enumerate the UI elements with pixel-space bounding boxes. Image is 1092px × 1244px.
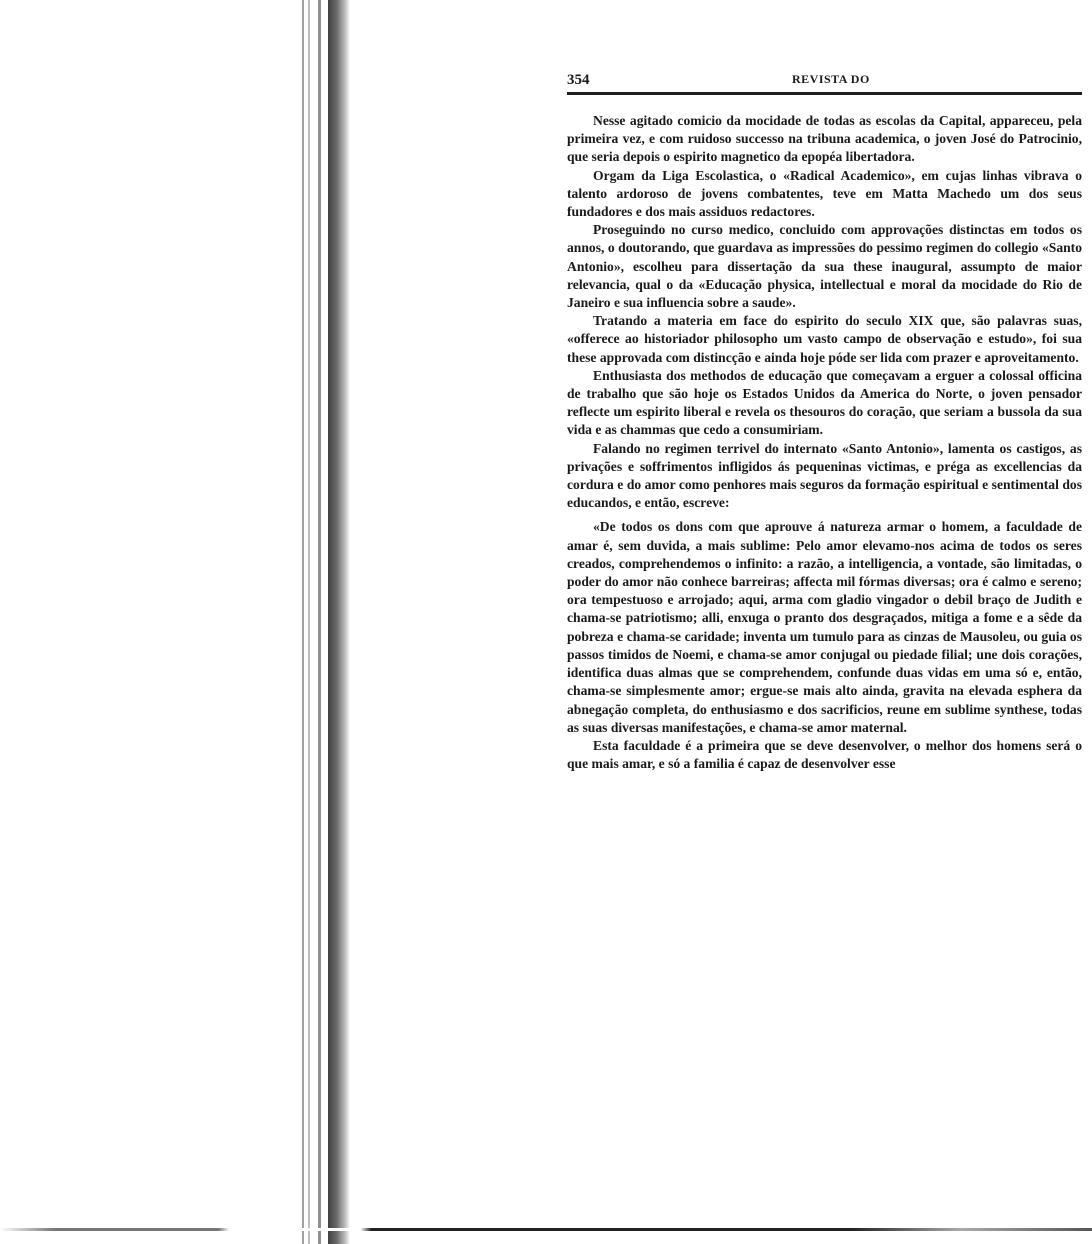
paragraph: Falando no regimen terrivel do internato «Santo Antonio», lamenta os castigos, as privações e soffrimentos infligidos ás pequeninas victimas, e préga as excellencias da cordura e do amor como penhores mais seguros da formação espiritual e sentimental dos educandos, e então, escreve: — [567, 440, 1082, 511]
paragraph: Orgam da Liga Escolastica, o «Radical Academico», em cujas linhas vibrava o talento ardoroso de jovens combatentes, teve em Matta Machedo um dos seus fundadores e dos mais assiduos redactores. — [567, 167, 1082, 220]
page-header — [567, 60, 1082, 90]
body-text — [567, 112, 1082, 773]
paragraph: Esta faculdade é a primeira que se deve desenvolver, o melhor dos homens será o que mais amar, e só a familia é capaz de desenvolver esse — [567, 737, 1082, 772]
header-rule — [567, 92, 1082, 95]
book-page — [567, 60, 1082, 772]
gutter-line — [318, 0, 321, 1244]
binding-gutter — [300, 0, 360, 1244]
bottom-edge — [0, 1228, 1092, 1231]
page-number: 354 — [567, 72, 590, 88]
paragraph: Proseguindo no curso medico, concluido com approvações distinctas em todos os annos, o doutorando, que guardava as impressões do pessimo regimen do collegio «Santo Antonio», escolheu para dissertação da sua these inaugural, assumpto de maior relevancia, qual o da «Educação physica, intellectual e moral da mocidade do Rio de Janeiro e sua influencia sobre a saude». — [567, 222, 1082, 311]
gutter-line — [308, 0, 310, 1244]
paragraph: Nesse agitado comicio da mocidade de todas as escolas da Capital, appareceu, pela primeira vez, e com ruidoso successo na tribuna academica, o joven José do Patrocinio, que seria depois o espirito magnetico da epopéa libertadora. — [567, 113, 1082, 165]
paragraph: Tratando a materia em face do espirito do seculo XIX que, são palavras suas, «offerece ao historiador philosopho um vasto campo de observação e estudo», foi sua these approvada com distincção e ainda hoje póde ser lida com prazer e aproveitamento. — [567, 313, 1082, 365]
running-head: REVISTA DO — [792, 72, 870, 86]
paragraph: Enthusiasta dos methodos de educação que começavam a erguer a colossal officina de trabalho que são hoje os Estados Unidos da America do Norte, o joven pensador reflecte um espirito liberal e revela os thesouros do coração, que seriam a bussola da sua vida e as chammas que cedo a consumiriam. — [567, 367, 1082, 438]
gutter-line — [302, 0, 304, 1244]
quoted-paragraph: «De todos os dons com que aprouve á natureza armar o homem, a faculdade de amar é, sem duvida, a mais sublime: Pelo amor elevamo-nos acima de todos os seres creados, comprehendemos o infinito: a razão, a intelligencia, a vontade, são limitadas, o poder do amor não conhece barreiras; affecta mil fórmas diversas; ora é calmo e sereno; ora tempestuoso e arrojado; aqui, arma com gladio vingador o debil braço de Judith e chama-se patriotismo; alli, enxuga o pranto dos desgraçados, mitiga a fome e a sêde da pobreza e chama-se caridade; inventa um tumulo para as cinzas de Mausoleu, ou guia os passos timidos de Noemi, e chama-se amor conjugal ou piedade filial; une dois corações, identifica duas almas que se comprehendem, confunde duas vidas em uma só e, então, chama-se simplesmente amor; ergue-se mais alto ainda, gravita na elevada esphera da abnegação completa, do enthusiasmo e dos sacrificios, reune em sublime synthese, todas as suas diversas manifestações, e chama-se amor maternal. — [567, 519, 1082, 735]
binding-shadow — [328, 0, 350, 1244]
